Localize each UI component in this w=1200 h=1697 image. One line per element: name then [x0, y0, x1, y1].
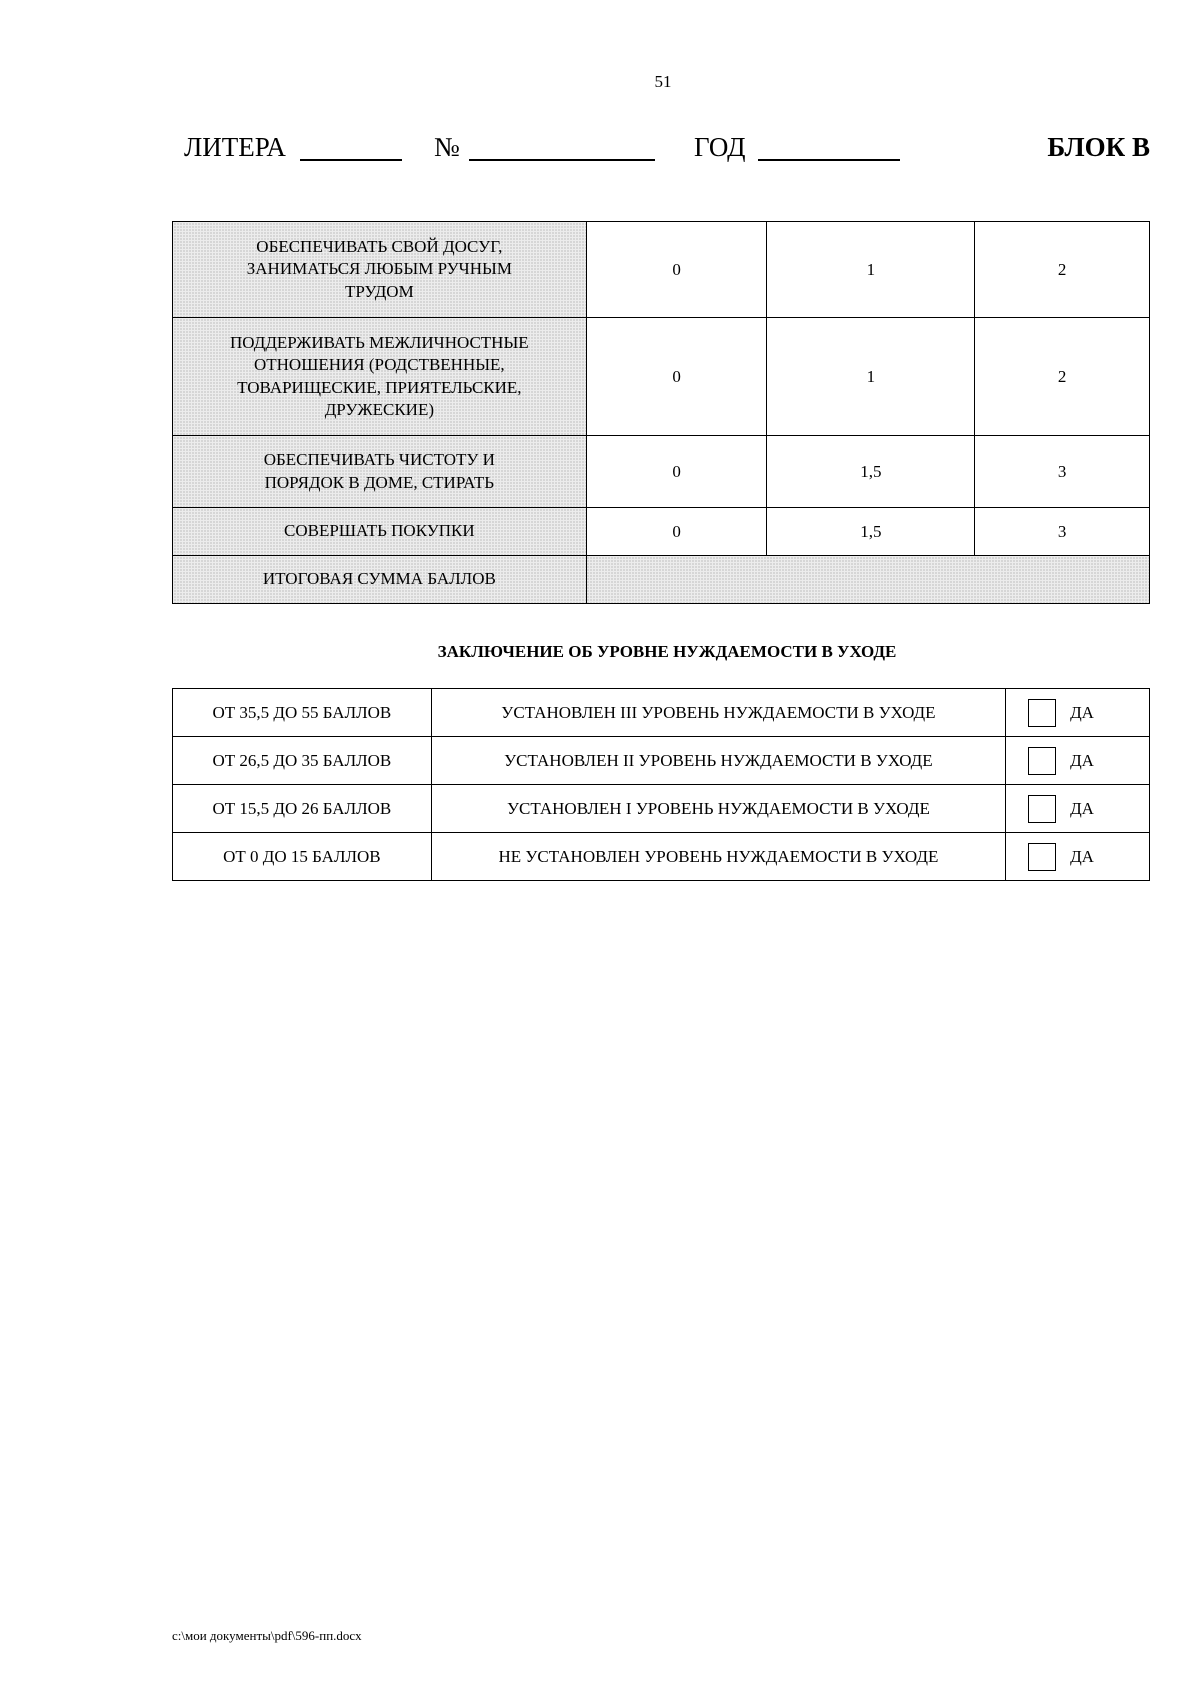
score-cell: 2 — [975, 318, 1150, 436]
total-label: ИТОГОВАЯ СУММА БАЛЛОВ — [173, 556, 587, 604]
table-row — [173, 222, 1150, 318]
care-level-result: НЕ УСТАНОВЛЕН УРОВЕНЬ НУЖДАЕМОСТИ В УХОДЕ — [431, 833, 1005, 881]
care-level-result: УСТАНОВЛЕН II УРОВЕНЬ НУЖДАЕМОСТИ В УХОДЕ — [431, 737, 1005, 785]
score-cell: 2 — [975, 222, 1150, 318]
table-row — [173, 689, 1150, 737]
yes-label: ДА — [1070, 702, 1094, 722]
score-cell: 0 — [586, 222, 767, 318]
care-level-result: УСТАНОВЛЕН I УРОВЕНЬ НУЖДАЕМОСТИ В УХОДЕ — [431, 785, 1005, 833]
total-row — [173, 556, 1150, 604]
table-row — [173, 436, 1150, 508]
yes-cell — [1006, 833, 1150, 881]
table-row — [173, 737, 1150, 785]
score-range: ОТ 0 ДО 15 БАЛЛОВ — [173, 833, 432, 881]
yes-cell — [1006, 689, 1150, 737]
yes-checkbox[interactable] — [1028, 699, 1056, 727]
score-range: ОТ 26,5 ДО 35 БАЛЛОВ — [173, 737, 432, 785]
yes-cell — [1006, 737, 1150, 785]
score-cell: 0 — [586, 436, 767, 508]
yes-label: ДА — [1070, 846, 1094, 866]
form-header — [184, 132, 1150, 168]
activity-cell: ОБЕСПЕЧИВАТЬ ЧИСТОТУ И ПОРЯДОК В ДОМЕ, СТИРАТЬ — [173, 436, 587, 508]
yes-checkbox[interactable] — [1028, 747, 1056, 775]
table-row — [173, 833, 1150, 881]
activity-cell: ОБЕСПЕЧИВАТЬ СВОЙ ДОСУГ, ЗАНИМАТЬСЯ ЛЮБЫМ РУЧНЫМ ТРУДОМ — [173, 222, 587, 318]
table-row — [173, 785, 1150, 833]
table-row — [173, 508, 1150, 556]
score-cell: 3 — [975, 508, 1150, 556]
score-cell: 1,5 — [767, 508, 975, 556]
year-field[interactable] — [758, 159, 900, 161]
activity-cell: СОВЕРШАТЬ ПОКУПКИ — [173, 508, 587, 556]
year-label: ГОД — [694, 132, 746, 162]
score-cell: 0 — [586, 508, 767, 556]
yes-checkbox[interactable] — [1028, 843, 1056, 871]
score-table — [172, 221, 1150, 604]
total-sum-field[interactable] — [586, 556, 1149, 604]
care-level-result: УСТАНОВЛЕН III УРОВЕНЬ НУЖДАЕМОСТИ В УХОДЕ — [431, 689, 1005, 737]
score-range: ОТ 15,5 ДО 26 БАЛЛОВ — [173, 785, 432, 833]
conclusion-title: ЗАКЛЮЧЕНИЕ ОБ УРОВНЕ НУЖДАЕМОСТИ В УХОДЕ — [437, 642, 897, 661]
number-label: № — [434, 132, 460, 162]
litera-field[interactable] — [300, 159, 402, 161]
block-label: БЛОК В — [1047, 132, 1150, 162]
yes-cell — [1006, 785, 1150, 833]
page-number: 51 — [654, 72, 672, 91]
score-cell: 1,5 — [767, 436, 975, 508]
file-path: c:\мои документы\pdf\596-пп.docx — [172, 1628, 362, 1643]
table-row — [173, 318, 1150, 436]
yes-checkbox[interactable] — [1028, 795, 1056, 823]
score-cell: 3 — [975, 436, 1150, 508]
score-cell: 1 — [767, 222, 975, 318]
number-field[interactable] — [469, 159, 655, 161]
litera-label: ЛИТЕРА — [184, 132, 286, 162]
yes-label: ДА — [1070, 798, 1094, 818]
score-cell: 1 — [767, 318, 975, 436]
score-range: ОТ 35,5 ДО 55 БАЛЛОВ — [173, 689, 432, 737]
score-cell: 0 — [586, 318, 767, 436]
yes-label: ДА — [1070, 750, 1094, 770]
activity-cell: ПОДДЕРЖИВАТЬ МЕЖЛИЧНОСТНЫЕ ОТНОШЕНИЯ (РОДСТВЕННЫЕ, ТОВАРИЩЕСКИЕ, ПРИЯТЕЛЬСКИЕ, ДРУЖЕСКИЕ) — [173, 318, 587, 436]
conclusion-table — [172, 688, 1150, 881]
